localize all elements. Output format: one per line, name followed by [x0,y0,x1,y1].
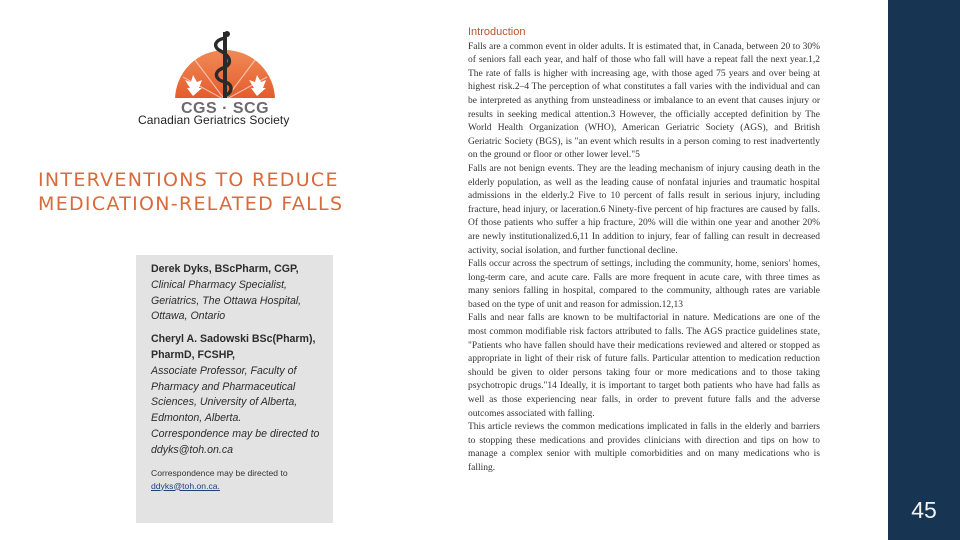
author-info-box [136,255,333,523]
article-body [468,26,820,476]
author-1 [151,262,321,325]
paragraph: Falls are a common event in older adults. It is estimated that, in Canada, between 20 to 30% of seniors fall each year, and half of those who fall will have a repeat fall the next year.1,2 The rate of falls is higher with increasing age, with those aged 75 years and over being at highest risk.2–4 The perception of what constitutes a fall varies with the individual and can be interpreted as anything from unsteadiness or imbalance to an event that causes injury or results in seeking medical attention.3 However, the officially accepted definition by The World Health Organization (WHO), American Geriatric Society (AGS), and British Geriatric Society (BGS), is "an event which results in a person coming to rest inadvertently on the ground or floor or other lower level."5 [468,41,820,161]
section-heading: Introduction [468,26,526,38]
correspondence-label: Correspondence may be directed to [151,467,288,478]
paragraph: Falls occur across the spectrum of settings, including the community, home, seniors' homes, long-term care, and acute care. Falls are more frequent in acute care, with three times as many seniors falling in hospital, compared to the community, although rates are variable based on the type of unit and reason for admission.12,13 [468,259,820,310]
title-line-2: MEDICATION-RELATED FALLS [38,193,344,215]
paragraph: Falls are not benign events. They are the leading mechanism of injury causing death in the elderly population, as well as the leading cause of nonfatal injuries and traumatic hospital admissions in the elderly.2 Five to 10 percent of falls result in serious injury, including fracture, head injury, or laceration.6 Ninety-five percent of hip fractures are caused by falls. Of those patients who suffer a hip fracture, 20% will die within one year and another 20% are newly institutionalized.6,11 In addition to injury, fear of falling can result in decreased activity, social isolation, and further functional decline. [468,163,820,256]
author-2 [151,332,321,458]
logo-acronym: CGS · SCG [180,100,270,117]
author-2-affiliation: Associate Professor, Faculty of Pharmacy and Pharmaceutical Sciences, University of Alberta, Edmonton, Alberta. Correspondence may be directed to ddyks@toh.on.ca [151,364,320,456]
title-line-1: INTERVENTIONS TO REDUCE [38,169,339,191]
article-title [38,168,448,216]
author-1-affiliation: Clinical Pharmacy Specialist, Geriatrics, The Ottawa Hospital, Ottawa, Ontario [151,278,302,323]
slide-page-number: 45 [911,497,937,523]
author-2-name: Cheryl A. Sadowski BSc(Pharm), PharmD, FCSHP, [151,333,316,361]
paragraph: This article reviews the common medications implicated in falls in the elderly and barriers to stopping these medications and provides clinicians with direction and tips on how to manage a complex senior with multiple comorbidities and on many medications who is falling. [468,422,820,473]
author-1-name: Derek Dyks, BScPharm, CGP, [151,263,299,275]
correspondence-email-link[interactable]: ddyks@toh.on.ca. [151,480,220,491]
paragraph: Falls and near falls are known to be multifactorial in nature. Medications are one of the most common modifiable risk factors attributed to falls. The AGS practice guidelines state, "Patients who have fallen should have their medications reviewed and altered or stopped as appropriate in light of their risk of future falls. Particular attention to medication reduction should be given to older persons taking four or more medications and to those taking psychotropic drugs."14 Ideally, it is important to target both patients who have had falls as well as those experiencing near falls, in order to prevent future falls and the adverse outcomes associated with falling. [468,313,820,419]
correspondence-note [151,467,321,493]
slide-sidebar [888,0,960,540]
org-name: Canadian Geriatrics Society [138,113,290,127]
